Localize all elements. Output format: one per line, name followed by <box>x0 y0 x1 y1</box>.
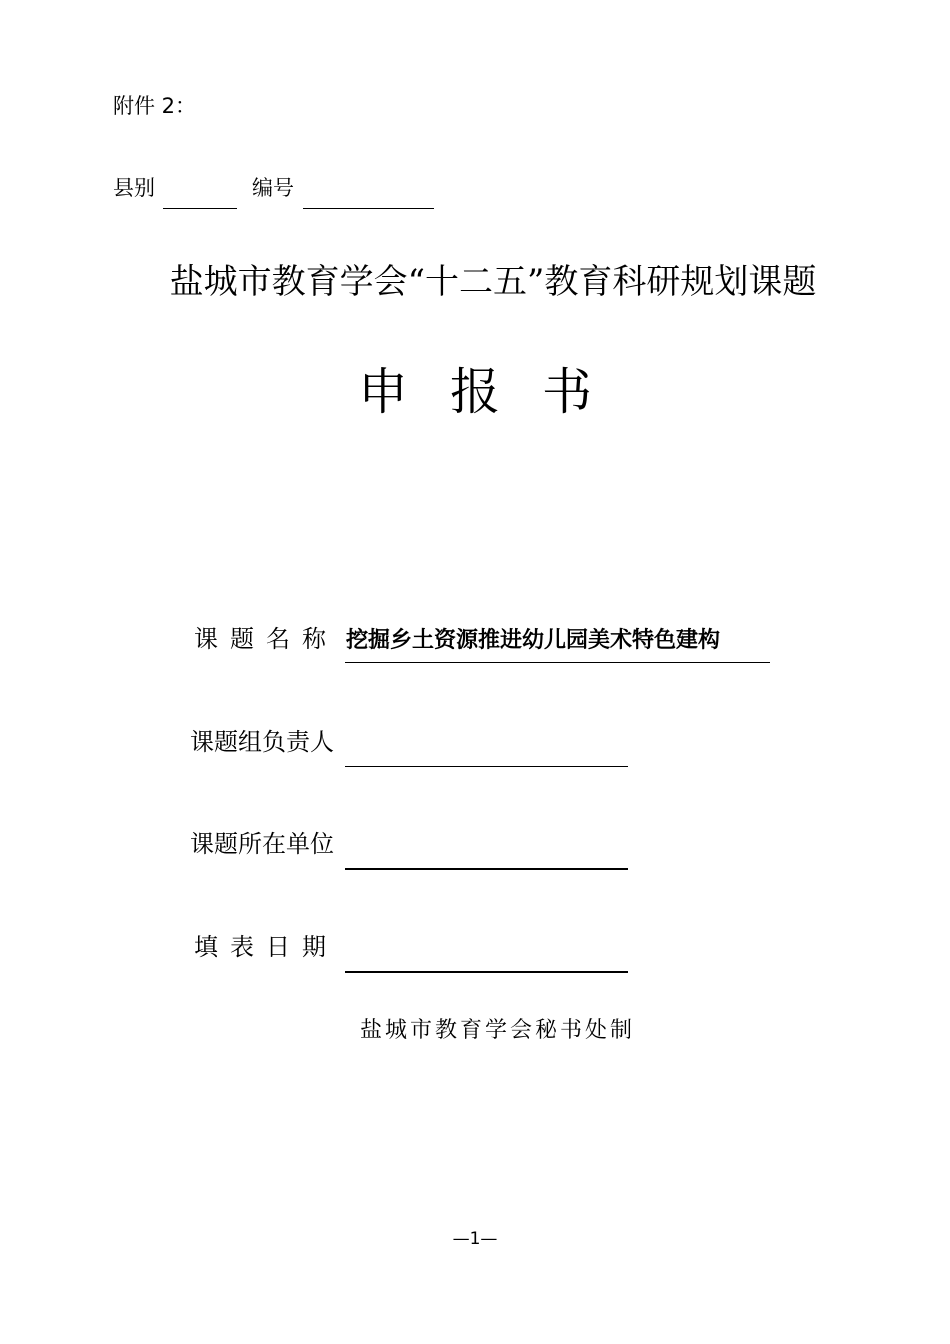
county-underline <box>163 208 237 209</box>
issuer: 盐城市教育学会秘书处制 <box>360 1018 636 1043</box>
unit-label: 课题所在单位 <box>190 830 334 858</box>
county-label: 县别 <box>113 176 155 200</box>
leader-label: 课题组负责人 <box>190 728 334 756</box>
attachment-label: 附件 2： <box>113 94 197 118</box>
topic-name-underline <box>345 662 770 663</box>
number-label: 编号 <box>252 176 294 200</box>
date-label: 填表日期 <box>194 933 338 961</box>
date-underline <box>345 971 628 973</box>
topic-name-value: 挖掘乡土资源推进幼儿园美术特色建构 <box>346 628 721 653</box>
document-subtitle: 申报书 <box>358 363 634 421</box>
page-number: —1— <box>452 1229 498 1249</box>
number-underline <box>303 208 434 209</box>
leader-underline <box>345 766 628 767</box>
topic-name-label: 课题名称 <box>194 625 338 653</box>
document-title: 盐城市教育学会“十二五”教育科研规划课题 <box>169 262 817 302</box>
unit-underline <box>345 868 628 870</box>
